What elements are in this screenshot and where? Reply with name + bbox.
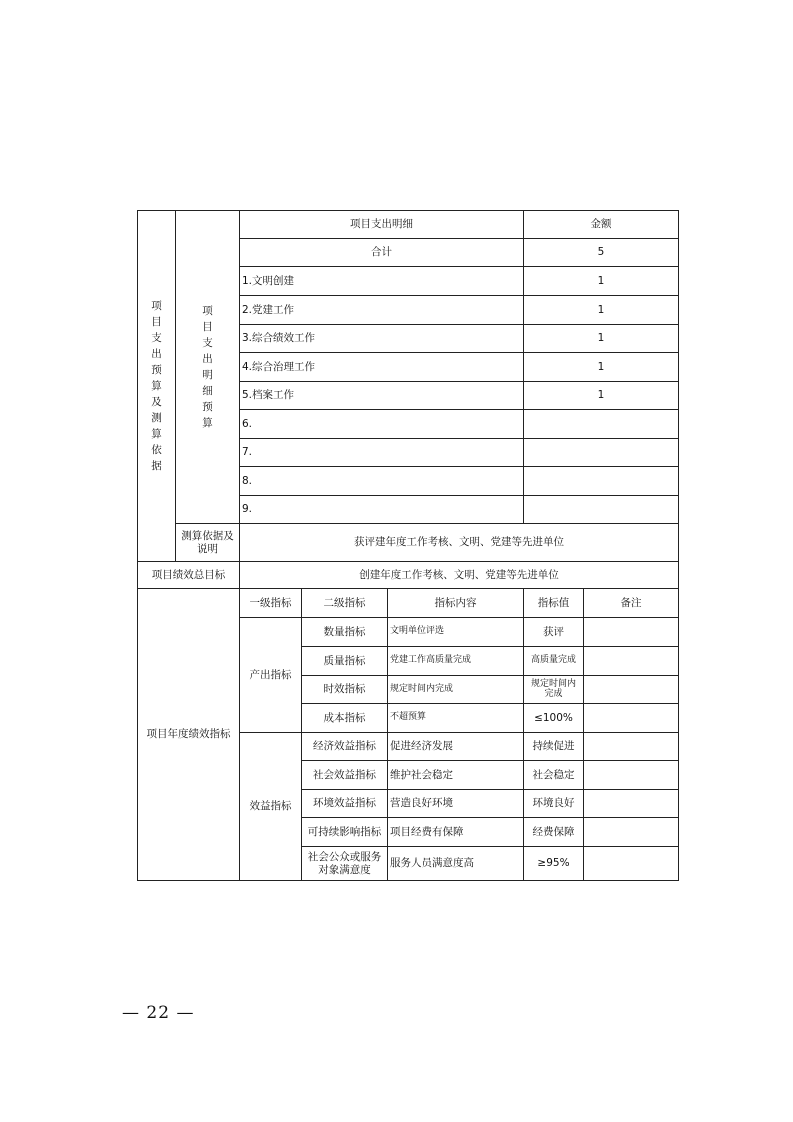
value-cell: 社会稳定	[524, 761, 584, 790]
content-cell: 项目经费有保障	[388, 818, 524, 847]
item-label: 9.	[240, 496, 524, 524]
item-label: 8.	[240, 467, 524, 496]
item-label: 6.	[240, 410, 524, 439]
item-amount: 1	[524, 325, 679, 353]
section-performance-label: 项目年度绩效指标	[138, 589, 240, 881]
note-cell	[584, 676, 679, 704]
item-amount	[524, 410, 679, 439]
item-amount: 1	[524, 267, 679, 296]
note-cell	[584, 761, 679, 790]
col-header-value: 指标值	[524, 589, 584, 618]
value-cell: 环境良好	[524, 790, 584, 818]
level2-cell: 经济效益指标	[302, 733, 388, 761]
content-cell: 促进经济发展	[388, 733, 524, 761]
col-header-level1: 一级指标	[240, 589, 302, 618]
level2-cell: 时效指标	[302, 676, 388, 704]
detail-header: 项目支出明细	[240, 211, 524, 239]
note-cell	[584, 818, 679, 847]
note-cell	[584, 790, 679, 818]
value-cell: 经费保障	[524, 818, 584, 847]
level2-cell: 成本指标	[302, 704, 388, 733]
level2-cell: 社会公众或服务对象满意度	[302, 847, 388, 881]
value-cell: 高质量完成	[524, 647, 584, 676]
item-amount	[524, 439, 679, 467]
level2-cell: 质量指标	[302, 647, 388, 676]
item-amount	[524, 467, 679, 496]
item-label: 3.综合绩效工作	[240, 325, 524, 353]
col-header-level2: 二级指标	[302, 589, 388, 618]
section-budget-basis-label: 项目支出预算及测算依据	[138, 211, 176, 562]
col-header-content: 指标内容	[388, 589, 524, 618]
value-cell: ≤100%	[524, 704, 584, 733]
total-value: 5	[524, 239, 679, 267]
item-amount: 1	[524, 296, 679, 325]
value-cell: 规定时间内完成	[524, 676, 584, 704]
item-amount	[524, 496, 679, 524]
section-detail-budget-label: 项目支出明细预算	[176, 211, 240, 524]
value-cell: 获评	[524, 618, 584, 647]
note-cell	[584, 733, 679, 761]
output-group-label: 产出指标	[240, 618, 302, 733]
value-cell: 持续促进	[524, 733, 584, 761]
note-cell	[584, 847, 679, 881]
goal-value: 创建年度工作考核、文明、党建等先进单位	[240, 562, 679, 589]
item-amount: 1	[524, 382, 679, 410]
col-header-note: 备注	[584, 589, 679, 618]
item-label: 1.文明创建	[240, 267, 524, 296]
content-cell: 不超预算	[388, 704, 524, 733]
item-label: 5.档案工作	[240, 382, 524, 410]
content-cell: 服务人员满意度高	[388, 847, 524, 881]
value-cell: ≥95%	[524, 847, 584, 881]
note-cell	[584, 618, 679, 647]
amount-header: 金额	[524, 211, 679, 239]
benefit-group-label: 效益指标	[240, 733, 302, 881]
goal-label: 项目绩效总目标	[138, 562, 240, 589]
note-cell	[584, 647, 679, 676]
content-cell: 营造良好环境	[388, 790, 524, 818]
content-cell: 维护社会稳定	[388, 761, 524, 790]
note-cell	[584, 704, 679, 733]
item-amount: 1	[524, 353, 679, 382]
content-cell: 党建工作高质量完成	[388, 647, 524, 676]
level2-cell: 社会效益指标	[302, 761, 388, 790]
basis-value: 获评建年度工作考核、文明、党建等先进单位	[240, 524, 679, 562]
total-label: 合计	[240, 239, 524, 267]
item-label: 7.	[240, 439, 524, 467]
level2-cell: 环境效益指标	[302, 790, 388, 818]
level2-cell: 可持续影响指标	[302, 818, 388, 847]
content-cell: 规定时间内完成	[388, 676, 524, 704]
item-label: 4.综合治理工作	[240, 353, 524, 382]
page-number: — 22 —	[122, 1003, 195, 1023]
content-cell: 文明单位评选	[388, 618, 524, 647]
budget-performance-table	[137, 210, 679, 881]
level2-cell: 数量指标	[302, 618, 388, 647]
item-label: 2.党建工作	[240, 296, 524, 325]
basis-label: 测算依据及说明	[176, 524, 240, 562]
